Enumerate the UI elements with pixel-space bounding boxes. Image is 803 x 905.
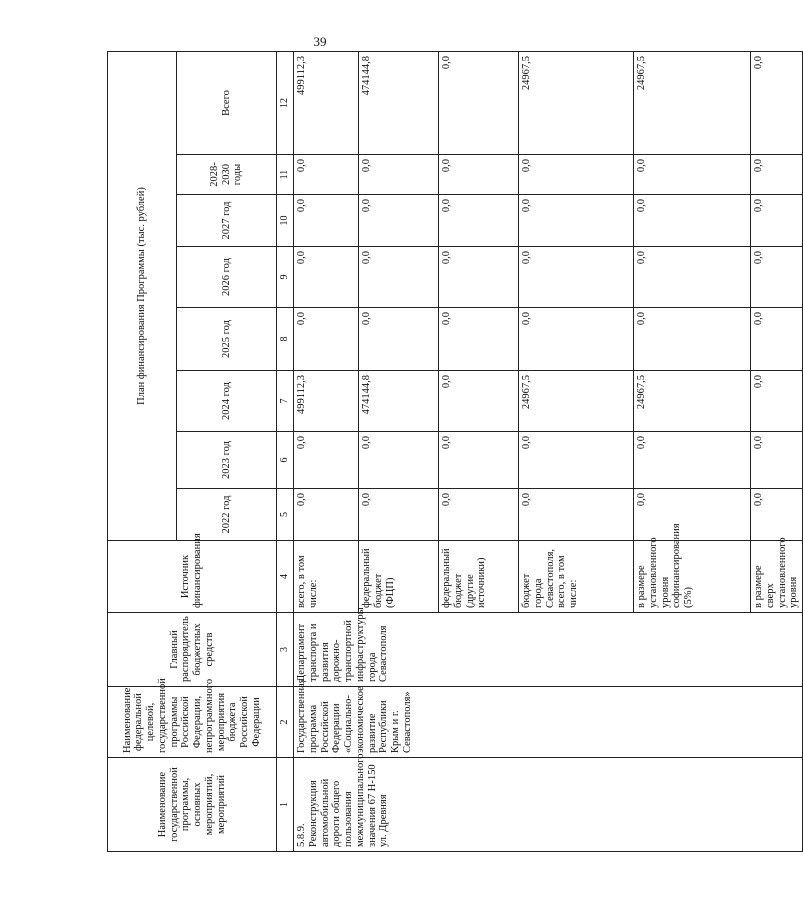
header-year: 2027 год — [177, 195, 277, 247]
column-number: 6 — [277, 432, 294, 489]
value-cell: 0,0 — [294, 489, 359, 541]
column-number: 9 — [277, 247, 294, 308]
value-cell: 0,0 — [359, 155, 439, 195]
value-cell: 0,0 — [294, 432, 359, 489]
header-federal-program: Наименование федеральной целевой, государственной программы Российской Федерации, непрограммного мероприятия бюджета Российской Федерации — [108, 687, 277, 758]
table-row — [294, 51, 359, 851]
total-cell: 474144,8 — [359, 51, 439, 154]
value-cell: 0,0 — [439, 371, 519, 432]
value-cell: 0,0 — [359, 247, 439, 308]
value-cell: 0,0 — [634, 247, 751, 308]
total-cell: 0,0 — [751, 51, 803, 154]
column-number: 5 — [277, 489, 294, 541]
header-financing-plan: План финансирования Программы (тыс. рублей) — [108, 51, 177, 540]
column-number: 2 — [277, 687, 294, 758]
value-cell: 0,0 — [294, 155, 359, 195]
value-cell: 0,0 — [439, 432, 519, 489]
measure-name: 5.8.9. Реконструкция автомобильной дороги общего пользования межмуниципального значения 67 Н-150 ул. Древняя — [294, 758, 803, 852]
value-cell: 0,0 — [359, 195, 439, 247]
measure-manager: Департамент транспорта и развития дорожно-транспортной инфраструктуры города Севастополя — [294, 613, 803, 687]
value-cell: 0,0 — [751, 432, 803, 489]
column-number: 10 — [277, 195, 294, 247]
value-cell: 0,0 — [359, 489, 439, 541]
value-cell: 0,0 — [359, 308, 439, 371]
funding-source: бюджет города Севастополя, всего, в том числе: — [519, 541, 634, 613]
value-cell: 0,0 — [519, 489, 634, 541]
measure-program: Государственная программа Российской Федерации «Социально-экономическое развитие Республики Крым и г. Севастополя» — [294, 687, 803, 758]
total-cell: 24967,5 — [519, 51, 634, 154]
value-cell: 0,0 — [294, 308, 359, 371]
column-number: 12 — [277, 51, 294, 154]
value-cell: 0,0 — [439, 308, 519, 371]
rotated-table-container — [107, 52, 800, 852]
total-cell: 0,0 — [439, 51, 519, 154]
value-cell: 0,0 — [439, 155, 519, 195]
total-cell: 24967,5 — [634, 51, 751, 154]
value-cell: 0,0 — [751, 195, 803, 247]
value-cell: 0,0 — [751, 371, 803, 432]
column-number: 1 — [277, 758, 294, 852]
header-year: 2024 год — [177, 371, 277, 432]
funding-source: в размере установленного уровня софинансирования (5%) — [634, 541, 751, 613]
value-cell: 0,0 — [751, 489, 803, 541]
funding-source: всего, в том числе: — [294, 541, 359, 613]
value-cell: 0,0 — [634, 155, 751, 195]
value-cell: 0,0 — [634, 432, 751, 489]
value-cell: 474144,8 — [359, 371, 439, 432]
header-budget-manager: Главный распорядитель бюджетных средств — [108, 613, 277, 687]
column-number: 3 — [277, 613, 294, 687]
header-year: 2028-2030 годы — [177, 155, 277, 195]
value-cell: 0,0 — [634, 195, 751, 247]
value-cell: 0,0 — [751, 308, 803, 371]
value-cell: 0,0 — [519, 155, 634, 195]
value-cell: 0,0 — [519, 308, 634, 371]
value-cell: 499112,3 — [294, 371, 359, 432]
financing-plan-table — [107, 51, 803, 852]
header-year: 2026 год — [177, 247, 277, 308]
value-cell: 0,0 — [751, 247, 803, 308]
value-cell: 0,0 — [519, 247, 634, 308]
header-year: 2025 год — [177, 308, 277, 371]
value-cell: 0,0 — [634, 308, 751, 371]
column-number: 7 — [277, 371, 294, 432]
funding-source: федеральный бюджет (другие источники) — [439, 541, 519, 613]
header-program-name: Наименование государственной программы, основных мероприятий, мероприятий — [108, 758, 277, 852]
header-total: Всего — [177, 51, 277, 154]
value-cell: 0,0 — [359, 432, 439, 489]
value-cell: 0,0 — [439, 489, 519, 541]
funding-source: федеральный бюджет (ФЦП) — [359, 541, 439, 613]
column-number: 8 — [277, 308, 294, 371]
total-cell: 499112,3 — [294, 51, 359, 154]
value-cell: 0,0 — [439, 247, 519, 308]
value-cell: 0,0 — [439, 195, 519, 247]
funding-source: в размере сверх установленного уровня — [751, 541, 803, 613]
page-number: 39 — [313, 34, 327, 49]
column-number-row — [277, 51, 294, 851]
header-year: 2022 год — [177, 489, 277, 541]
value-cell: 24967,5 — [519, 371, 634, 432]
value-cell: 24967,5 — [634, 371, 751, 432]
header-funding-source: Источник финансирования — [108, 541, 277, 613]
value-cell: 0,0 — [519, 195, 634, 247]
value-cell: 0,0 — [294, 247, 359, 308]
value-cell: 0,0 — [751, 155, 803, 195]
value-cell: 0,0 — [294, 195, 359, 247]
value-cell: 0,0 — [634, 489, 751, 541]
column-number: 4 — [277, 541, 294, 613]
header-year: 2023 год — [177, 432, 277, 489]
value-cell: 0,0 — [519, 432, 634, 489]
column-number: 11 — [277, 155, 294, 195]
